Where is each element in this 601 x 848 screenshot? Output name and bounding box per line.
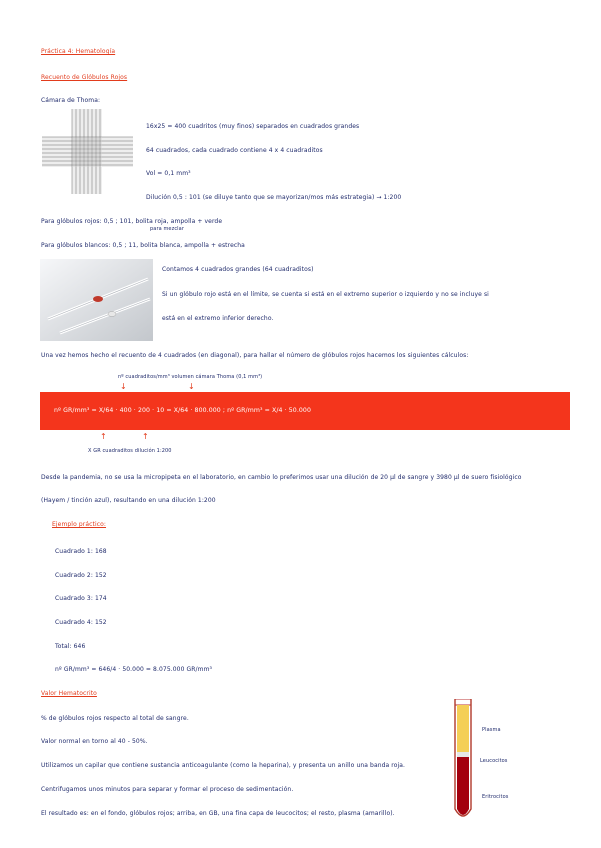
pipette-line-1: Contamos 4 cuadrados grandes (64 cuadraditos) xyxy=(162,266,314,273)
tube-label-erythrocytes: Eritrocitos xyxy=(482,794,509,800)
chamber-line-1: 16x25 = 400 cuadritos (muy finos) separados en cuadrados grandes xyxy=(146,123,360,130)
dilution-line-2: (Hayem / tinción azul), resultando en una dilución 1:200 xyxy=(41,497,216,504)
hematocrit-line-2: Valor normal en torno al 40 - 50%. xyxy=(41,738,148,745)
thoma-chamber-grid xyxy=(42,109,133,194)
mix-note: para mezclar xyxy=(150,226,184,232)
pipette-line-3: está en el extremo inferior derecho. xyxy=(162,315,274,322)
chamber-line-2: 64 cuadrados, cada cuadrado contiene 4 x 4 cuadraditos xyxy=(146,147,323,154)
chamber-line-3: Vol = 0,1 mm³ xyxy=(146,170,191,177)
section-heading-hematocrit: Valor Hematocrito xyxy=(41,690,97,697)
chamber-label: Cámara de Thoma: xyxy=(41,97,101,104)
example-heading: Ejemplo práctico: xyxy=(52,521,107,528)
example-row: Cuadrado 1: 168 xyxy=(55,548,107,555)
formula-annotation-top: nº cuadraditos/mm³ volumen cámara Thoma (0,1 mm³) xyxy=(118,374,263,380)
tube-label-plasma: Plasma xyxy=(482,727,501,733)
white-cell-pipette-note: Para glóbulos blancos: 0,5 ; 11, bolita blanca, ampolla + estrecha xyxy=(41,242,245,249)
hematocrit-line-5: El resultado es: en el fondo, glóbulos rojos; arriba, en GB, una fina capa de leucocitos; el resto, plasma (amarillo). xyxy=(41,810,395,817)
red-cell-pipette-note: Para glóbulos rojos: 0,5 ; 101, bolita roja, ampolla + verde xyxy=(41,218,223,225)
hematocrit-line-1: % de glóbulos rojos respecto al total de sangre. xyxy=(41,715,189,722)
formula-text: nº GR/mm³ = X/64 · 400 · 200 · 10 = X/64 · 800.000 ; nº GR/mm³ = X/4 · 50.000 xyxy=(54,407,311,414)
page-title: Práctica 4: Hematología xyxy=(41,48,116,55)
hematocrit-tube xyxy=(453,699,473,819)
example-row: Cuadrado 3: 174 xyxy=(55,595,107,602)
hematocrit-line-4: Centrifugamos unos minutos para separar y formar el proceso de sedimentación. xyxy=(41,786,294,793)
chamber-line-4: Dilución 0,5 : 101 (se diluye tanto que se mayorizan/mos más estrategia) → 1:200 xyxy=(146,194,402,201)
section-heading-red-cells: Recuento de Glóbulos Rojos xyxy=(41,74,128,81)
example-total: Total: 646 xyxy=(55,643,86,650)
dilution-line-1: Desde la pandemia, no se usa la micropipeta en el laboratorio, en cambio lo preferimos usar una dilución de 20 µl de sangre y 3980 µl de suero fisiológico xyxy=(41,474,522,481)
tube-label-leukocytes: Leucocitos xyxy=(480,758,508,764)
arrow-down-icon: ↓ xyxy=(120,382,127,391)
diagonal-count-line: Una vez hemos hecho el recuento de 4 cuadrados (en diagonal), para hallar el número de glóbulos rojos hacemos los siguientes cálculos: xyxy=(41,352,469,359)
example-result: nº GR/mm³ = 646/4 · 50.000 = 8.075.000 GR/mm³ xyxy=(55,666,213,673)
example-row: Cuadrado 2: 152 xyxy=(55,572,107,579)
formula-annotation-bottom: X GR cuadraditos dilución 1:200 xyxy=(88,448,172,454)
pipette-photo xyxy=(40,259,153,341)
pipette-line-2: Si un glóbulo rojo está en el límite, se cuenta si está en el extremo superior o izquierdo y no se incluye si xyxy=(162,291,489,298)
hematocrit-line-3: Utilizamos un capilar que contiene sustancia anticoagulante (como la heparina), y presenta un anillo una banda roja. xyxy=(41,762,406,769)
arrow-up-icon: ↑ xyxy=(142,432,149,441)
arrow-up-icon: ↑ xyxy=(100,432,107,441)
formula-banner xyxy=(40,392,570,430)
example-row: Cuadrado 4: 152 xyxy=(55,619,107,626)
arrow-down-icon: ↓ xyxy=(188,382,195,391)
